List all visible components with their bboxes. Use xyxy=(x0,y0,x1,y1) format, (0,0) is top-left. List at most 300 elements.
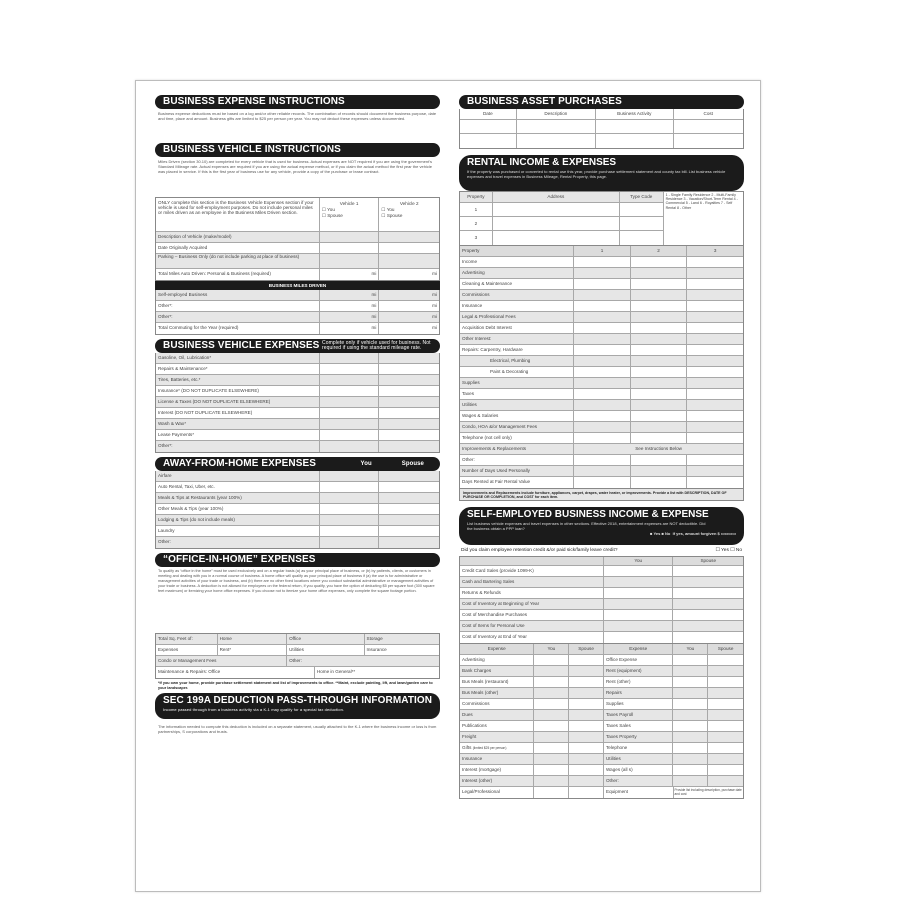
expense-field[interactable] xyxy=(708,754,743,764)
vehicle-1-expense-field[interactable] xyxy=(320,353,380,363)
income-spouse-field[interactable] xyxy=(673,610,743,620)
away-you-label: You xyxy=(360,461,372,467)
vehicle-1-other-miles-1[interactable]: mi xyxy=(320,301,380,311)
vehicle-expense-label: License & Taxes (DO NOT DUPLICATE ELSEWHERE) xyxy=(156,397,320,407)
rental-field[interactable] xyxy=(574,301,631,311)
vehicle-expenses-note: Complete only if vehicle used for business. Not required if using the standard mileage rate. xyxy=(322,340,431,351)
rental-field[interactable] xyxy=(687,334,743,344)
expense-field[interactable] xyxy=(708,743,743,753)
rental-row-label: Wages & Salaries xyxy=(460,411,574,421)
vehicle-2-column xyxy=(379,198,439,231)
rental-field[interactable] xyxy=(574,477,631,488)
rental-field[interactable] xyxy=(574,257,631,267)
expense-label-right: Rent (equipment) xyxy=(604,666,673,676)
income-row-label: Cash and Bartering Sales xyxy=(460,577,604,587)
asset-cost-header: Cost xyxy=(703,111,713,116)
vehicle-1-description-field[interactable] xyxy=(320,232,380,242)
rental-field[interactable] xyxy=(687,378,743,388)
income-you-field[interactable] xyxy=(604,610,674,620)
rental-row-label: Acquisition Debt Interest xyxy=(460,323,574,333)
rental-field[interactable] xyxy=(574,290,631,300)
vehicle-1-date-field[interactable] xyxy=(320,243,380,253)
home-label: Home xyxy=(219,636,232,641)
expense-label-right: Telephone xyxy=(604,743,673,753)
rental-field[interactable] xyxy=(687,257,743,267)
away-you-field[interactable] xyxy=(320,493,380,503)
business-miles-bar: BUSINESS MILES DRIVEN xyxy=(155,281,440,290)
vehicle-2-other-miles-1[interactable]: mi xyxy=(432,303,437,308)
rental-field[interactable] xyxy=(574,279,631,289)
expense-field[interactable] xyxy=(673,710,708,720)
vehicle-2-parking-field[interactable] xyxy=(379,254,439,268)
rental-field[interactable] xyxy=(631,268,688,278)
vehicle-expenses-table xyxy=(155,353,440,453)
away-you-field[interactable] xyxy=(320,526,380,536)
vehicle-1-commuting-miles[interactable]: mi xyxy=(320,323,380,334)
rental-field[interactable] xyxy=(631,279,688,289)
rental-field[interactable] xyxy=(687,301,743,311)
away-spouse-field[interactable] xyxy=(379,482,439,492)
expense-label-left: Commissions xyxy=(460,699,534,709)
rental-subtitle: If the property was purchased or converted to rental use this year, provide purchase settlement statement and county tax bill. List business vehicle expenses and travel expenses in Business Mileage, Rental Property, this page. xyxy=(467,169,726,179)
expense-label-left: Insurance xyxy=(460,754,534,764)
rental-field[interactable] xyxy=(631,290,688,300)
insurance-field[interactable] xyxy=(365,645,439,655)
expense-field[interactable] xyxy=(673,655,708,665)
expense-label-left: Freight xyxy=(460,732,534,742)
expense-field[interactable] xyxy=(708,699,743,709)
rental-field[interactable] xyxy=(631,389,688,399)
rental-row-label: Paint & Decorating xyxy=(460,367,574,377)
vehicle-1-expense-field[interactable] xyxy=(320,364,380,374)
expense-field[interactable] xyxy=(673,721,708,731)
expense-field[interactable] xyxy=(708,655,743,665)
rental-field[interactable] xyxy=(574,455,631,465)
rental-col-3: 3 xyxy=(713,248,717,253)
expense-header-left: Expense xyxy=(460,644,534,654)
asset-date-field[interactable] xyxy=(460,120,517,133)
away-expense-label: Airfare xyxy=(156,471,320,481)
property-type-code-field[interactable] xyxy=(620,217,664,230)
vehicle-1-expense-field[interactable] xyxy=(320,419,380,429)
self-employed-expense-table xyxy=(459,644,744,799)
expense-label-left: Dues xyxy=(460,710,534,720)
business-miles-table xyxy=(155,290,440,335)
away-you-field[interactable] xyxy=(320,515,380,525)
expense-field[interactable] xyxy=(673,765,708,775)
vehicle-expense-label: Interest (DO NOT DUPLICATE ELSEWHERE) xyxy=(156,408,320,418)
income-you-field[interactable] xyxy=(604,599,674,609)
rental-expenses-table xyxy=(459,246,744,489)
equipment-note: Provide list including description, purchase date and cost xyxy=(674,788,742,796)
vehicle-1-you-checkbox[interactable]: ☐ You xyxy=(321,207,335,212)
expense-field[interactable] xyxy=(569,699,604,709)
rental-row-label: Income xyxy=(460,257,574,267)
expense-spouse-header-left: Spouse xyxy=(569,644,604,654)
expense-field[interactable] xyxy=(534,732,569,742)
expense-field[interactable] xyxy=(569,765,604,775)
asset-description-field[interactable] xyxy=(517,134,596,148)
rental-field[interactable] xyxy=(631,433,688,443)
rental-field[interactable] xyxy=(574,466,631,476)
home-in-general-field[interactable] xyxy=(315,667,439,678)
vehicle-2-spouse-checkbox[interactable]: ☐ Spouse xyxy=(381,213,403,218)
expense-label-left: Interest (mortgage) xyxy=(460,765,534,775)
type-code-header: Type Code xyxy=(620,192,664,202)
expense-field[interactable] xyxy=(673,666,708,676)
vehicle-info-table xyxy=(155,197,440,281)
vehicle-2-expense-field[interactable] xyxy=(379,364,439,374)
away-spouse-field[interactable] xyxy=(379,526,439,536)
rental-field[interactable] xyxy=(631,477,688,488)
expense-label-right: Taxes Property xyxy=(604,732,673,742)
expense-field[interactable] xyxy=(673,743,708,753)
property-address-field[interactable] xyxy=(493,203,620,216)
vehicle-1-spouse-label: Spouse xyxy=(327,213,343,218)
away-spouse-field[interactable] xyxy=(379,537,439,548)
expense-field[interactable] xyxy=(534,699,569,709)
ppp-yes-checkbox[interactable]: ■ Yes xyxy=(650,531,661,536)
rental-field[interactable] xyxy=(631,257,688,267)
office-sq-feet-field[interactable] xyxy=(287,634,364,644)
property-address-field[interactable] xyxy=(493,217,620,230)
property-type-code-field[interactable] xyxy=(620,231,664,245)
vehicle-1-expense-field[interactable] xyxy=(320,408,380,418)
expense-field[interactable] xyxy=(673,677,708,687)
expense-field[interactable] xyxy=(673,699,708,709)
address-header: Address xyxy=(493,192,620,202)
condo-fees-label: Condo or Management Fees xyxy=(158,658,217,663)
asset-description-header: Description xyxy=(517,109,596,119)
vehicle-1-parking-field[interactable] xyxy=(320,254,380,268)
rental-field[interactable] xyxy=(574,312,631,322)
expense-field[interactable] xyxy=(534,721,569,731)
expense-field[interactable] xyxy=(708,666,743,676)
rental-field[interactable] xyxy=(631,367,688,377)
asset-description-field[interactable] xyxy=(517,120,596,133)
income-row-label: Cost of Inventory at Beginning of Year xyxy=(460,599,604,609)
vehicle-2-expense-field[interactable] xyxy=(379,408,439,418)
vehicle-2-self-employed-miles[interactable]: mi xyxy=(432,292,437,297)
expense-instructions-header: BUSINESS EXPENSE INSTRUCTIONS xyxy=(155,95,440,109)
vehicle-2-label: Vehicle 2 xyxy=(399,201,419,206)
storage-sq-feet-field[interactable] xyxy=(365,634,439,644)
expense-field[interactable] xyxy=(708,677,743,687)
rental-field[interactable] xyxy=(631,378,688,388)
rent-label: Rent* xyxy=(219,647,232,652)
rental-field[interactable] xyxy=(687,345,743,355)
income-you-field[interactable] xyxy=(604,621,674,631)
expense-header-right: Expense xyxy=(604,644,673,654)
rental-row-label: Commissions xyxy=(460,290,574,300)
expense-field[interactable] xyxy=(708,721,743,731)
expense-field[interactable] xyxy=(534,754,569,764)
property-address-field[interactable] xyxy=(493,231,620,245)
utilities-label: Utilities xyxy=(289,647,304,652)
expense-field[interactable] xyxy=(708,776,743,786)
expense-field[interactable] xyxy=(569,655,604,665)
rental-row-label: Cleaning & Maintenance xyxy=(460,279,574,289)
vehicle-2-expense-field[interactable] xyxy=(379,430,439,440)
rental-field[interactable] xyxy=(574,433,631,443)
expense-field[interactable] xyxy=(534,677,569,687)
vehicle-1-expense-field[interactable] xyxy=(320,386,380,396)
rental-field[interactable] xyxy=(574,367,631,377)
rental-field[interactable] xyxy=(631,455,688,465)
expense-field[interactable] xyxy=(673,754,708,764)
expense-field[interactable] xyxy=(673,776,708,786)
away-you-field[interactable] xyxy=(320,504,380,514)
vehicle-expense-label: Insurance* (DO NOT DUPLICATE ELSEWHERE) xyxy=(156,386,320,396)
asset-cost-field[interactable] xyxy=(674,134,744,148)
expense-you-header-right: You xyxy=(673,644,708,654)
storage-label: Storage xyxy=(366,636,383,641)
total-miles-label: Total Miles Auto Driven: Personal & Business (required) xyxy=(156,269,320,280)
rental-field[interactable] xyxy=(574,411,631,421)
expense-field[interactable] xyxy=(569,688,604,698)
vehicle-1-column xyxy=(320,198,380,231)
rental-field[interactable] xyxy=(631,411,688,421)
rental-row-label: Legal & Professional Fees xyxy=(460,312,574,322)
vehicle-2-description-field[interactable] xyxy=(379,232,439,242)
asset-date-field[interactable] xyxy=(460,134,517,148)
erc-no-label: No xyxy=(735,548,742,553)
income-you-field[interactable] xyxy=(604,566,674,576)
vehicle-2-date-field[interactable] xyxy=(379,243,439,253)
rental-field[interactable] xyxy=(631,400,688,410)
rental-field[interactable] xyxy=(631,301,688,311)
expense-field[interactable] xyxy=(673,732,708,742)
ppp-no-checkbox[interactable]: ■ No xyxy=(661,531,671,536)
expense-label-right: Supplies xyxy=(604,699,673,709)
expense-field[interactable] xyxy=(569,666,604,676)
expense-field[interactable] xyxy=(534,655,569,665)
erc-no-checkbox[interactable]: ☐ No xyxy=(730,548,742,553)
self-employed-income-table xyxy=(459,556,744,644)
rental-field[interactable] xyxy=(687,290,743,300)
other-expense-label: Other: xyxy=(289,658,302,663)
erc-yes-checkbox[interactable]: ☐ Yes xyxy=(715,548,729,553)
vehicle-expenses-title: BUSINESS VEHICLE EXPENSES xyxy=(163,340,320,351)
expense-field[interactable] xyxy=(569,721,604,731)
self-employed-miles-label: Self-employed Business xyxy=(156,290,320,300)
rental-field[interactable] xyxy=(687,477,743,488)
rental-header xyxy=(459,155,744,191)
rental-field[interactable] xyxy=(687,400,743,410)
rental-row-label: Insurance xyxy=(460,301,574,311)
expense-spouse-header-right: Spouse xyxy=(717,646,734,651)
vehicle-expense-label: Tires, Batteries, etc.* xyxy=(156,375,320,385)
rental-field[interactable] xyxy=(687,389,743,399)
vehicle-2-expense-field[interactable] xyxy=(379,419,439,429)
rental-field[interactable] xyxy=(631,312,688,322)
income-spouse-field[interactable] xyxy=(673,632,743,643)
income-spouse-field[interactable] xyxy=(673,599,743,609)
rental-field[interactable] xyxy=(687,268,743,278)
maintenance-office-field[interactable] xyxy=(156,667,315,678)
vehicle-expense-label: Repairs & Maintenance* xyxy=(156,364,320,374)
rental-field[interactable] xyxy=(687,323,743,333)
income-you-field[interactable] xyxy=(604,577,674,587)
rental-row-label: Repairs: Carpentry, Hardware xyxy=(460,345,574,355)
away-spouse-field[interactable] xyxy=(379,493,439,503)
rental-field[interactable] xyxy=(687,279,743,289)
rental-field[interactable] xyxy=(574,345,631,355)
rental-col-1: 1 xyxy=(574,246,631,256)
property-header: Property xyxy=(460,192,493,202)
expense-field[interactable] xyxy=(534,743,569,753)
vehicle-expense-label: Wash & Wax* xyxy=(156,419,320,429)
rental-field[interactable] xyxy=(574,356,631,366)
rental-row-label: Telephone (not cell only) xyxy=(460,433,574,443)
income-you-field[interactable] xyxy=(604,632,674,643)
property-number: 3 xyxy=(460,231,493,245)
away-spouse-field[interactable] xyxy=(379,504,439,514)
away-you-field[interactable] xyxy=(320,537,380,548)
rental-field[interactable] xyxy=(687,411,743,421)
expense-field[interactable] xyxy=(569,677,604,687)
vehicle-description-label: Description of Vehicle (make/model) xyxy=(156,232,320,242)
rental-field[interactable] xyxy=(631,334,688,344)
rental-field[interactable] xyxy=(631,345,688,355)
vehicle-2-expense-field[interactable] xyxy=(379,375,439,385)
expense-field[interactable] xyxy=(569,787,604,798)
expense-field[interactable] xyxy=(569,776,604,786)
income-row-label: Credit Card Sales (provide 1099-K) xyxy=(460,566,604,576)
office-in-home-text: To qualify as “office in the home” must be used exclusively and on a regular basis (a) as your principal place of business, or (b) by patients, clients, or customers in meeting and dealing with you in a normal course of business. A home office will qualify as your principal place of business if (a) the use is for administrative or management activities of your trade or business, and (b) there are no other fixed locations where you conduct substantial administrative or management activities of your trade or business. A deduction is not allowed for employees on the federal return, if you qualify, you have the option of deducting $5 per square foot (300 square feet maximum) or itemizing your home office expenses. If you choose not to itemize your home office expenses, only complete the square footage portion. xyxy=(158,569,435,593)
income-spouse-field[interactable] xyxy=(673,577,743,587)
income-spouse-field[interactable] xyxy=(673,588,743,598)
expense-field[interactable] xyxy=(708,688,743,698)
rental-field[interactable] xyxy=(574,400,631,410)
rental-field[interactable] xyxy=(631,466,688,476)
expense-field[interactable] xyxy=(569,743,604,753)
home-in-general-label: Home in General** xyxy=(316,669,356,674)
condo-fees-field[interactable] xyxy=(156,656,287,666)
rental-field[interactable] xyxy=(631,422,688,432)
improvements-label: Improvements & Replacements xyxy=(460,444,574,454)
rental-field[interactable] xyxy=(631,356,688,366)
income-spouse-field[interactable] xyxy=(673,566,743,576)
expense-field[interactable] xyxy=(534,666,569,676)
rental-field[interactable] xyxy=(574,334,631,344)
rental-field[interactable] xyxy=(631,323,688,333)
other-miles-label-2: Other*: xyxy=(156,312,320,322)
away-expenses-table xyxy=(155,471,440,549)
vehicle-instructions-text: Miles Driven (section 30.10) are completed for every vehicle that is used for business. Actual expenses are NOT required if you are using the government's Standard Mileage rate. Actual expenses are required if you are using the actual expense method, or if you claim the actual method the first year the vehicle was placed in service. If this is the first year of business use for any vehicle, provide a copy of the purchase or lease contract. xyxy=(158,159,432,175)
asset-cost-field[interactable] xyxy=(674,120,744,133)
rental-field[interactable] xyxy=(687,367,743,377)
vehicle-1-other-miles-2[interactable]: mi xyxy=(320,312,380,322)
income-spouse-field[interactable] xyxy=(673,621,743,631)
expense-field[interactable] xyxy=(569,732,604,742)
vehicle-2-you-checkbox[interactable]: ☐ You xyxy=(381,207,395,212)
rental-field[interactable] xyxy=(574,422,631,432)
type-code-legend: 1 - Single Family Residence 2 - Multi-Family Residence 3 - Vacation/Short-Term Rental 4 - Commercial 5 - Land 6 - Royalties 7 - Self Rental 8 - Other xyxy=(664,192,743,234)
rental-field[interactable] xyxy=(687,312,743,322)
expense-field[interactable] xyxy=(569,710,604,720)
away-you-field[interactable] xyxy=(320,482,380,492)
rental-field[interactable] xyxy=(574,389,631,399)
rental-field[interactable] xyxy=(574,378,631,388)
away-spouse-field[interactable] xyxy=(379,471,439,481)
sec199a-header xyxy=(155,693,440,719)
rental-field[interactable] xyxy=(687,433,743,443)
rental-property-table xyxy=(459,191,744,246)
vehicle-1-spouse-checkbox[interactable]: ☐ Spouse xyxy=(321,213,343,218)
vehicle-2-total-miles-field[interactable]: mi xyxy=(432,271,437,276)
maintenance-office-label: Maintenance & Repairs: Office xyxy=(158,669,221,674)
vehicle-2-commuting-miles[interactable]: mi xyxy=(432,325,437,330)
expense-label-left: Advertising xyxy=(460,655,534,665)
expense-field[interactable] xyxy=(534,776,569,786)
expense-label-right: Repairs xyxy=(604,688,673,698)
vehicle-2-expense-field[interactable] xyxy=(379,397,439,407)
vehicle-1-expense-field[interactable] xyxy=(320,430,380,440)
income-you-field[interactable] xyxy=(604,588,674,598)
vehicle-1-expense-field[interactable] xyxy=(320,397,380,407)
expense-label-right: Taxes Sales xyxy=(604,721,673,731)
asset-activity-field[interactable] xyxy=(596,134,673,148)
rental-field[interactable] xyxy=(687,466,743,476)
vehicle-2-other-miles-2[interactable]: mi xyxy=(432,314,437,319)
expense-label-right: Utilities xyxy=(604,754,673,764)
vehicle-2-expense-field[interactable] xyxy=(379,386,439,396)
total-sq-feet-label: Total Sq. Feet of: xyxy=(156,634,218,644)
home-sq-feet-field[interactable] xyxy=(218,634,288,644)
expense-field[interactable] xyxy=(534,688,569,698)
away-you-field[interactable] xyxy=(320,471,380,481)
vehicle-1-self-employed-miles[interactable]: mi xyxy=(320,290,380,300)
away-spouse-field[interactable] xyxy=(379,515,439,525)
expenses-label: Expenses xyxy=(156,645,218,655)
away-expense-label: Other Meals & Tips (year 100%) xyxy=(156,504,320,514)
rent-field[interactable] xyxy=(218,645,288,655)
office-in-home-header: “OFFICE-IN-HOME” EXPENSES xyxy=(155,553,440,567)
expense-field[interactable] xyxy=(534,710,569,720)
utilities-field[interactable] xyxy=(287,645,364,655)
expense-field[interactable] xyxy=(708,732,743,742)
rental-field[interactable] xyxy=(687,356,743,366)
asset-activity-field[interactable] xyxy=(596,120,673,133)
ppp-loan-answer: ■ Yes ■ No If yes, amount forgiven $ ▭▭▭▭ xyxy=(650,531,736,536)
vehicle-1-expense-field[interactable] xyxy=(320,375,380,385)
expense-field[interactable] xyxy=(534,787,569,798)
date-acquired-label: Date Originally Acquired xyxy=(156,243,320,253)
property-type-code-field[interactable] xyxy=(620,203,664,216)
sec199a-title: SEC 199A DEDUCTION PASS-THROUGH INFORMATION xyxy=(163,695,433,706)
expense-field[interactable] xyxy=(569,754,604,764)
vehicle-2-expense-field[interactable] xyxy=(379,353,439,363)
other-expense-field[interactable] xyxy=(287,656,439,666)
expense-label-left xyxy=(460,743,534,753)
rental-field[interactable] xyxy=(574,323,631,333)
rental-field[interactable] xyxy=(687,422,743,432)
vehicle-2-expense-field[interactable] xyxy=(379,441,439,452)
expense-field[interactable] xyxy=(708,765,743,775)
away-expense-label: Meals & Tips at Restaurants (year 100%) xyxy=(156,493,320,503)
expense-field[interactable] xyxy=(673,688,708,698)
vehicle-1-expense-field[interactable] xyxy=(320,441,380,452)
asset-date-header: Date xyxy=(460,109,517,119)
rental-field[interactable] xyxy=(574,268,631,278)
expense-field[interactable] xyxy=(534,765,569,775)
rental-row-label: Other Interest: xyxy=(460,334,574,344)
vehicle-1-total-miles-field[interactable]: mi xyxy=(320,269,380,280)
expense-field[interactable] xyxy=(708,710,743,720)
rental-field[interactable] xyxy=(687,455,743,465)
expense-instructions-text: Business expense deductions must be based on a log and/or other reliable records. The combination of records should document the business purpose, date and time, place and amount. Business gifts are limited to $25 per person per year. You may not deduct these expenses unless documented. xyxy=(158,111,437,122)
